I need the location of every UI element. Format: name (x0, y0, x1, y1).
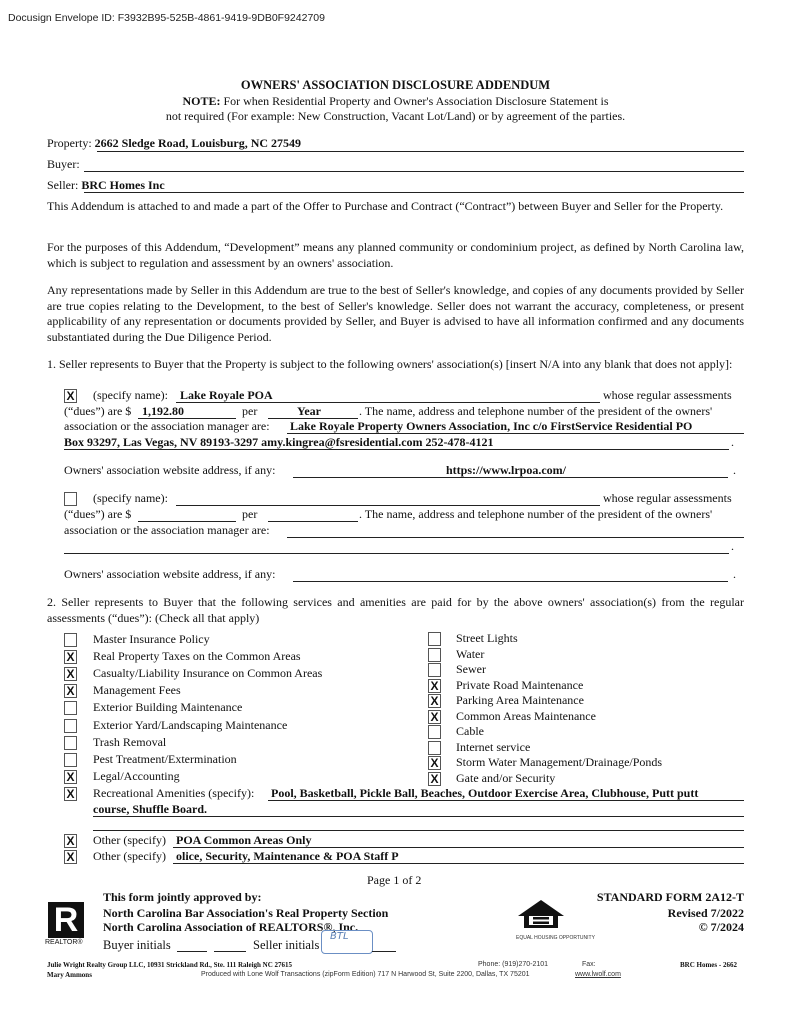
service-item-left-label: Pest Treatment/Extermination (93, 751, 237, 766)
recreational-amenities-field-1[interactable]: Pool, Basketball, Pickle Ball, Beaches, Outdoor Exercise Area, Clubhouse, Putt putt (271, 786, 699, 800)
section1-intro: 1. Seller represents to Buyer that the Property is subject to the following owners' association(s) [insert N/A into any blank that does not apply]: (47, 357, 733, 371)
form-copyright: © 7/2024 (698, 920, 744, 934)
service-item-right-label: Gate and/or Security (456, 770, 556, 785)
association-2-website-label: Owners' association website address, if any: (64, 567, 276, 581)
brokerage-info: Julie Wright Realty Group LLC, 10931 Strickland Rd., Ste. 111 Raleigh NC 27615 (47, 961, 293, 969)
realtor-logo-icon (48, 902, 84, 938)
service-item-left-label: Master Insurance Policy (93, 632, 210, 646)
association-1-per-label: per (242, 404, 258, 418)
association-2-specify-label: (specify name): (93, 491, 168, 505)
other-2-checkbox[interactable]: X (64, 850, 77, 864)
service-item-right-label: Street Lights (456, 631, 518, 645)
produced-with: Produced with Lone Wolf Transactions (zipForm Edition) 717 N Harwood St, Suite 2200, Dallas, TX 75201 (201, 971, 530, 978)
equal-housing-icon (516, 898, 566, 934)
agent-name: Mary Ammons (47, 971, 92, 979)
section2-intro: 2. Seller represents to Buyer that the following services and amenities are paid for by the above owners' association(s) from the regular assessments (“dues”): (Check all that apply) (47, 595, 744, 625)
approved-by-heading: This form jointly approved by: (103, 890, 262, 904)
service-item-left-checkbox[interactable] (64, 719, 77, 733)
association-2-period-underline (268, 521, 358, 522)
seller-label: Seller: (47, 178, 79, 192)
recreational-underline-1 (268, 800, 744, 801)
fax-number: Fax: (582, 961, 596, 968)
recreational-amenities-field-2[interactable]: course, Shuffle Board. (93, 802, 207, 816)
service-item-left-checkbox[interactable]: X (64, 770, 77, 784)
association-1-name-address-label: . The name, address and telephone number of the president of the owners' (359, 404, 713, 418)
buyer-label: Buyer: (47, 157, 80, 171)
document-title: OWNERS' ASSOCIATION DISCLOSURE ADDENDUM (240, 78, 551, 92)
association-1-website-underline (293, 477, 728, 478)
buyer-initials-field-2[interactable] (214, 951, 246, 952)
association-1-manager-label: association or the association manager are: (64, 419, 270, 433)
approver-bar-association: North Carolina Bar Association's Real Property Section (103, 906, 389, 920)
seller-field[interactable]: BRC Homes Inc (81, 178, 165, 192)
buyer-initials-field-1[interactable] (177, 951, 207, 952)
service-item-left-checkbox[interactable]: X (64, 684, 77, 698)
association-1-specify-label: (specify name): (93, 388, 168, 402)
association-1-whose-label: whose regular assessments (603, 388, 732, 402)
property-field[interactable]: 2662 Sledge Road, Louisburg, NC 27549 (94, 136, 302, 150)
association-1-period-mark: . (731, 435, 734, 449)
association-1-name-underline (176, 402, 600, 403)
association-1-manager-line-1[interactable]: Lake Royale Property Owners Association, Inc c/o FirstService Residential PO (290, 419, 693, 433)
paragraph-development: For the purposes of this Addendum, “Development” means any planned community or condominium project, as defined by North Carolina law, which is subject to regulation and assessment by an owners' association. (47, 240, 744, 270)
service-item-right-label: Water (456, 646, 485, 661)
service-item-right-checkbox[interactable]: X (428, 756, 441, 770)
envelope-id: Docusign Envelope ID: F3932B95-525B-4861-9419-9DB0F9242709 (8, 12, 325, 24)
association-2-name-address-label: . The name, address and telephone number of the president of the owners' (359, 507, 713, 521)
service-item-right-checkbox[interactable] (428, 725, 441, 739)
service-item-right-checkbox[interactable]: X (428, 679, 441, 693)
note-text-1: For when Residential Property and Owner's Association Disclosure Statement is (220, 94, 609, 108)
note-line-2: not required (For example: New Construction, Vacant Lot/Land) or by agreement of the parties. (165, 109, 626, 123)
other-2-underline (173, 863, 744, 864)
service-item-right-label: Private Road Maintenance (456, 677, 584, 692)
other-1-underline (173, 847, 744, 848)
service-item-right-label: Common Areas Maintenance (456, 708, 596, 723)
association-1-manager-underline-1 (287, 433, 744, 434)
service-item-left-checkbox[interactable] (64, 633, 77, 647)
service-item-right-checkbox[interactable] (428, 632, 441, 646)
association-2-period-mark: . (731, 539, 734, 553)
recreational-underline-2 (93, 816, 744, 817)
service-item-right-label: Internet service (456, 739, 531, 754)
service-item-left-label: Legal/Accounting (93, 768, 180, 783)
buyer-initials-label: Buyer initials (103, 938, 171, 952)
service-item-left-label: Management Fees (93, 683, 181, 698)
buyer-row (47, 157, 80, 172)
other-2-label: Other (specify) (93, 849, 166, 863)
association-2-manager-underline-2 (64, 553, 729, 554)
association-1-dues-label: (“dues”) are $ (64, 404, 132, 418)
service-item-right-checkbox[interactable]: X (428, 772, 441, 786)
service-item-right-checkbox[interactable]: X (428, 694, 441, 708)
file-name: BRC Homes - 2662 (680, 961, 737, 969)
service-item-left-label: Exterior Yard/Landscaping Maintenance (93, 717, 288, 732)
association-1-checkbox[interactable]: X (64, 389, 77, 403)
realtor-logo-letter: R (53, 901, 79, 939)
association-1-period-field[interactable]: Year (297, 404, 321, 418)
form-revised: Revised 7/2022 (667, 906, 744, 920)
seller-initials-label: Seller initials (253, 938, 320, 952)
service-item-left-label: Real Property Taxes on the Common Areas (93, 649, 301, 664)
seller-underline (84, 192, 744, 193)
association-2-website-underline (293, 581, 728, 582)
association-2-name-underline (176, 505, 600, 506)
association-1-dues-field[interactable]: 1,192.80 (142, 404, 184, 418)
association-2-dues-underline (138, 521, 236, 522)
service-item-left-checkbox[interactable] (64, 736, 77, 750)
paragraph-representations: Any representations made by Seller in this Addendum are true to the best of Seller's knowledge, and copies of any documents provided by Seller are true copies relating to the Development, to the best of Seller's knowledge. Seller does not warrant the accuracy, completeness, or present applicability of any representation or documents provided by Seller, and Buyer is advised to have all information confirmed and any documents substantiated during the Due Diligence Period. (47, 283, 744, 344)
recreational-amenities-checkbox[interactable]: X (64, 787, 77, 801)
recreational-underline-3 (93, 830, 744, 831)
recreational-amenities-label: Recreational Amenities (specify): (93, 786, 255, 800)
association-1-manager-underline-2 (64, 449, 729, 450)
service-item-left-label: Exterior Building Maintenance (93, 700, 243, 715)
service-item-left-checkbox[interactable] (64, 701, 77, 715)
service-item-left-label: Trash Removal (93, 734, 167, 749)
service-item-right-label: Sewer (456, 662, 486, 676)
service-item-right-label: Storm Water Management/Drainage/Ponds (456, 755, 663, 769)
association-1-name-field[interactable]: Lake Royale POA (180, 388, 273, 402)
other-1-field[interactable]: POA Common Areas Only (176, 833, 312, 847)
association-1-manager-line-2[interactable]: Box 93297, Las Vegas, NV 89193-3297 amy.kingrea@fsresidential.com 252-478-4121 (64, 435, 494, 449)
service-item-right-label: Parking Area Maintenance (456, 693, 584, 707)
service-item-left-checkbox[interactable]: X (64, 650, 77, 664)
page-number: Page 1 of 2 (367, 873, 422, 887)
association-2-manager-label: association or the association manager are: (64, 523, 270, 537)
service-item-right-checkbox[interactable] (428, 663, 441, 677)
association-2-checkbox[interactable] (64, 492, 77, 506)
phone-number: Phone: (919)270-2101 (478, 961, 549, 968)
other-1-checkbox[interactable]: X (64, 834, 77, 848)
property-label: Property: (47, 136, 92, 150)
association-1-website-label: Owners' association website address, if any: (64, 463, 276, 477)
realtor-logo-text: REALTOR® (45, 939, 83, 946)
other-2-field[interactable]: olice, Security, Maintenance & POA Staff P (176, 849, 399, 863)
association-2-website-period: . (733, 567, 736, 581)
property-row (47, 136, 301, 151)
form-name: STANDARD FORM 2A12-T (596, 890, 744, 904)
seller-row (47, 178, 165, 193)
lwolf-link[interactable]: www.lwolf.com (575, 971, 621, 978)
association-1-website-period: . (733, 463, 736, 477)
property-underline (97, 151, 744, 152)
seller-initials-signature[interactable] (321, 930, 373, 954)
association-2-manager-underline-1 (287, 537, 744, 538)
service-item-left-label: Casualty/Liability Insurance on Common Areas (93, 666, 323, 681)
seller-initials-value: BTL (330, 931, 349, 942)
seller-initials-field-2[interactable] (372, 951, 396, 952)
association-2-whose-label: whose regular assessments (603, 491, 732, 505)
service-item-right-label: Cable (456, 724, 484, 738)
paragraph-attachment: This Addendum is attached to and made a part of the Offer to Purchase and Contract (“Contract”) between Buyer and Seller for the Property. (47, 199, 724, 213)
association-2-dues-label: (“dues”) are $ (64, 507, 132, 521)
service-item-right-checkbox[interactable] (428, 648, 441, 662)
service-item-left-checkbox[interactable] (64, 753, 77, 767)
buyer-underline (84, 171, 744, 172)
other-1-label: Other (specify) (93, 833, 166, 847)
note-line-1 (0, 94, 791, 109)
note-label: NOTE: (182, 94, 221, 108)
association-1-website-field[interactable]: https://www.lrpoa.com/ (446, 463, 566, 477)
service-item-left-checkbox[interactable]: X (64, 667, 77, 681)
approver-realtors: North Carolina Association of REALTORS®, Inc. (103, 920, 359, 934)
service-item-right-checkbox[interactable]: X (428, 710, 441, 724)
service-item-right-checkbox[interactable] (428, 741, 441, 755)
association-2-per-label: per (242, 507, 258, 521)
equal-housing-text: EQUAL HOUSING OPPORTUNITY (516, 935, 595, 941)
